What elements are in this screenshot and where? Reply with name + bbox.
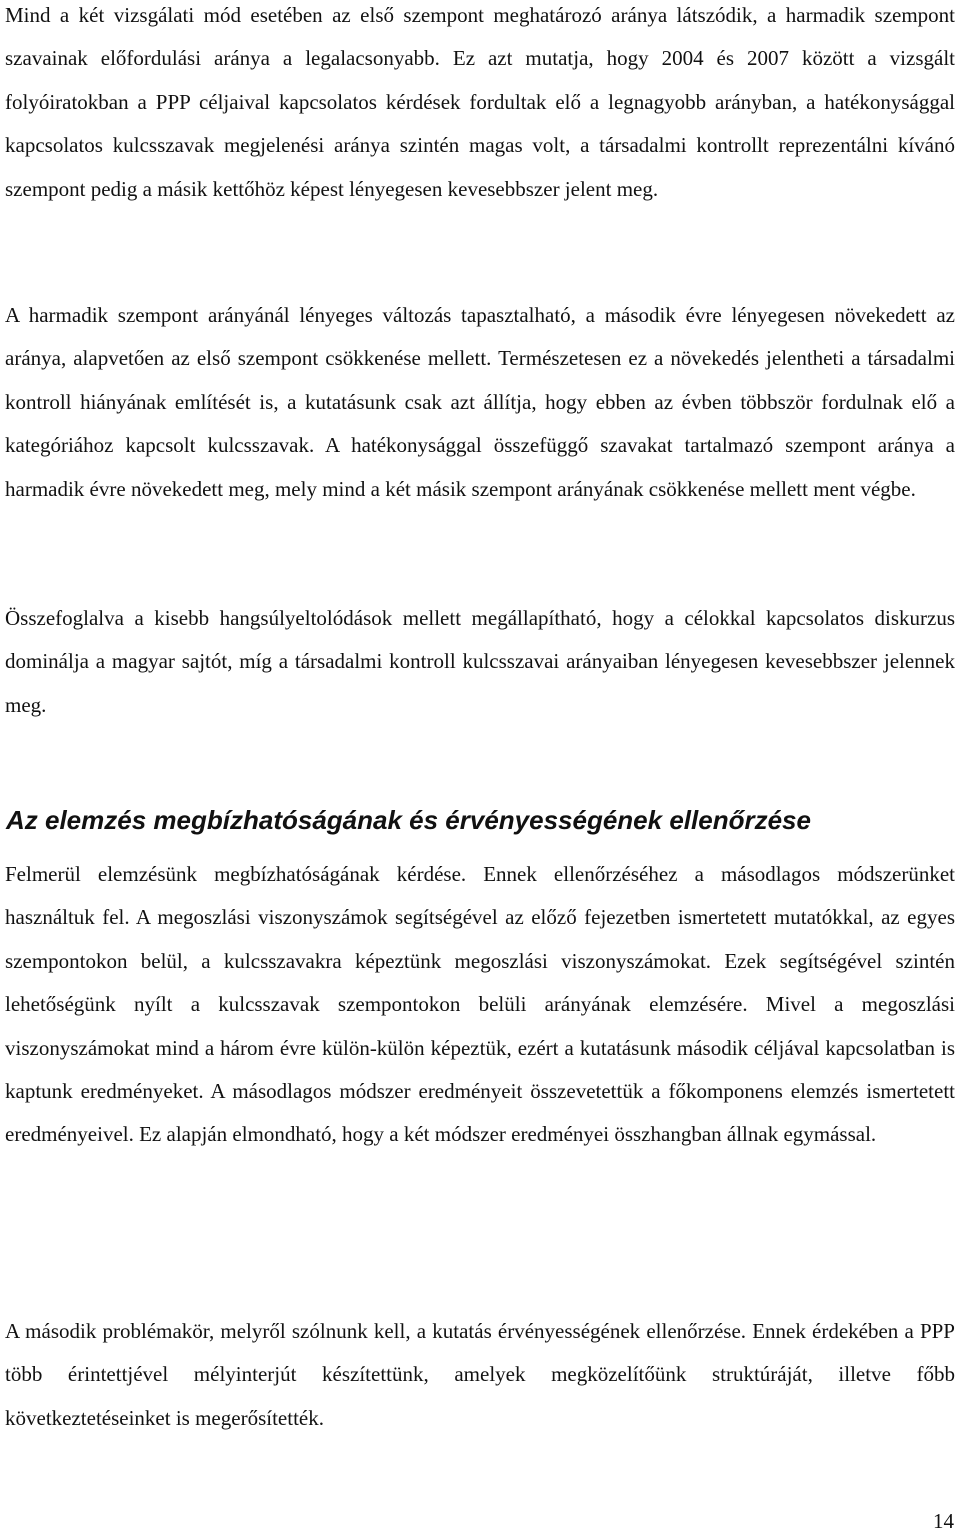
section-heading: Az elemzés megbízhatóságának és érvényességének ellenőrzése xyxy=(6,805,811,835)
paragraph-results-summary: Mind a két vizsgálati mód esetében az első szempont meghatározó aránya látszódik, a harmadik szempont szavainak előfordulási aránya a legalacsonyabb. Ez azt mutatja, hogy 2004 és 2007 között a vizsgált folyóiratokban a PPP céljaival kapcsolatos kérdések fordultak elő a legnagyobb arányban, a hatékonysággal kapcsolatos kulcsszavak megjelenési aránya szintén magas volt, a társadalmi kontrollt reprezentálni kívánó szempont pedig a másik kettőhöz képest lényegesen kevesebbszer jelent meg. xyxy=(5,3,955,201)
paragraph-validity: A második problémakör, melyről szólnunk kell, a kutatás érvényességének ellenőrzése. Ennek érdekében a PPP több érintettjével mélyinterjút készítettünk, amelyek megközelítőünk struktúráját, illetve főbb következtetéseinket is megerősítették. xyxy=(5,1319,955,1430)
paragraph-third-aspect-change: A harmadik szempont arányánál lényeges változás tapasztalható, a második évre lényegesen növekedett az aránya, alapvetően az első szempont csökkenése mellett. Természetesen ez a növekedés jelentheti a társadalmi kontroll hiányának említését is, a kutatásunk csak azt állítja, hogy ebben az évben többször fordulnak elő a kategóriához kapcsolt kulcsszavak. A hatékonysággal összefüggő szavakat tartalmazó szempont aránya a harmadik évre növekedett meg, mely mind a két másik szempont arányának csökkenése mellett ment végbe. xyxy=(5,303,955,501)
paragraph-conclusion: Összefoglalva a kisebb hangsúlyeltolódások mellett megállapítható, hogy a célokkal kapcsolatos diskurzus dominálja a magyar sajtót, míg a társadalmi kontroll kulcsszavai arányaiban lényegesen kevesebbszer jelennek meg. xyxy=(5,606,955,717)
page-number: 14 xyxy=(933,1509,954,1533)
paragraph-reliability: Felmerül elemzésünk megbízhatóságának kérdése. Ennek ellenőrzéséhez a másodlagos módszerünket használtuk fel. A megoszlási viszonyszámok segítségével az előző fejezetben ismertetett mutatókkal, az egyes szempontokon belül, a kulcsszavakra képeztünk megoszlási viszonyszámokat. Ezek segítségével szintén lehetőségünk nyílt a kulcsszavak szempontokon belüli arányának elemzésére. Mivel a megoszlási viszonyszámokat mind a három évre külön-külön képeztük, ezért a kutatásunk második céljával kapcsolatban is kaptunk eredményeket. A másodlagos módszer eredményeit összevetettük a főkomponens elemzés ismertetett eredményeivel. Ez alapján elmondható, hogy a két módszer eredményei összhangban állnak egymással. xyxy=(5,862,955,1147)
